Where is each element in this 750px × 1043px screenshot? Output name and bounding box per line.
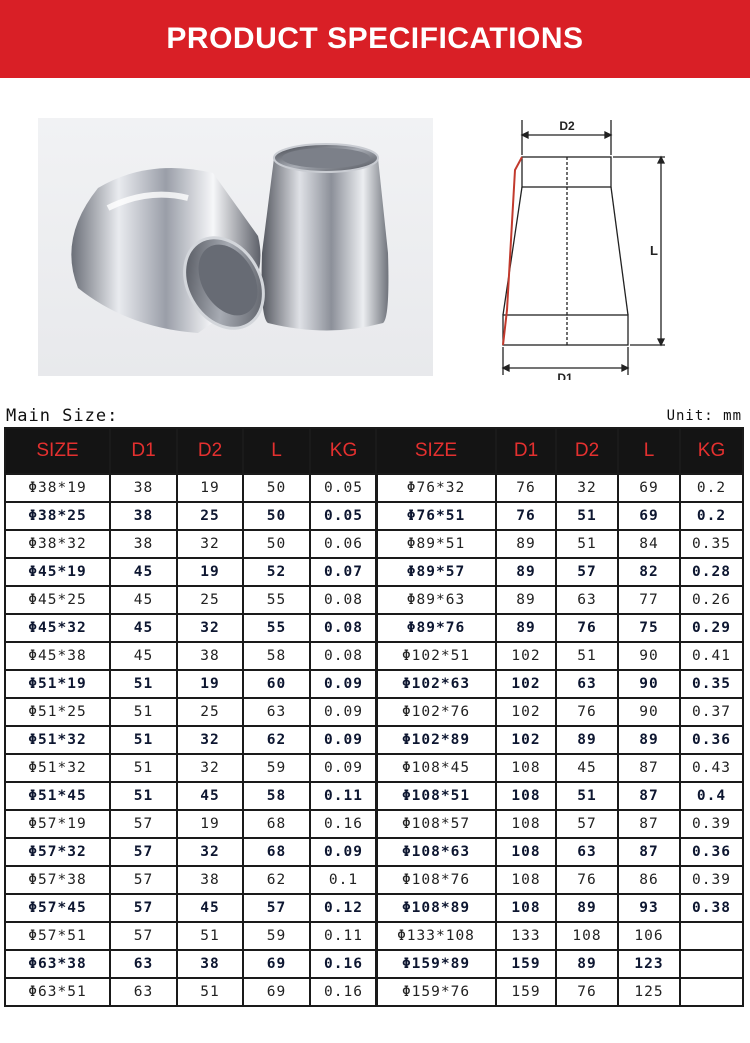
size-cell: Φ51*45: [5, 782, 110, 810]
d2-cell: 89: [556, 894, 618, 922]
d2-cell: 63: [556, 586, 618, 614]
d1-cell: 76: [496, 474, 556, 502]
d2-cell: 25: [177, 698, 243, 726]
d2-cell: 89: [556, 726, 618, 754]
l-cell: 50: [243, 502, 310, 530]
size-cell: Φ38*25: [5, 502, 110, 530]
table-header-row: [5, 428, 377, 474]
size-cell: Φ51*19: [5, 670, 110, 698]
d1-cell: 51: [110, 698, 177, 726]
d1-cell: 57: [110, 838, 177, 866]
d1-cell: 102: [496, 670, 556, 698]
l-cell: 87: [618, 754, 680, 782]
kg-cell: 0.09: [310, 670, 377, 698]
table-row: [5, 474, 377, 502]
size-cell: Φ102*89: [376, 726, 496, 754]
d1-cell: 108: [496, 810, 556, 838]
d2-cell: 38: [177, 866, 243, 894]
d1-cell: 76: [496, 502, 556, 530]
l-cell: 52: [243, 558, 310, 586]
d1-cell: 57: [110, 866, 177, 894]
d1-cell: 57: [110, 810, 177, 838]
size-cell: Φ57*45: [5, 894, 110, 922]
table-row: [5, 922, 377, 950]
table-row: [5, 754, 377, 782]
l-cell: 75: [618, 614, 680, 642]
size-cell: Φ45*25: [5, 586, 110, 614]
kg-cell: 0.05: [310, 502, 377, 530]
size-cell: Φ38*32: [5, 530, 110, 558]
kg-cell: 0.16: [310, 810, 377, 838]
table-row: [376, 502, 743, 530]
kg-cell: 0.28: [680, 558, 743, 586]
d2-cell: 76: [556, 866, 618, 894]
d2-cell: 19: [177, 558, 243, 586]
l-cell: 106: [618, 922, 680, 950]
d2-cell: 51: [556, 530, 618, 558]
size-cell: Φ51*32: [5, 726, 110, 754]
header-size: SIZE: [376, 428, 496, 474]
size-cell: Φ45*32: [5, 614, 110, 642]
l-cell: 63: [243, 698, 310, 726]
l-cell: 123: [618, 950, 680, 978]
size-cell: Φ108*89: [376, 894, 496, 922]
d1-cell: 63: [110, 978, 177, 1006]
kg-cell: 0.2: [680, 474, 743, 502]
l-cell: 59: [243, 922, 310, 950]
table-row: [376, 698, 743, 726]
d1-cell: 102: [496, 642, 556, 670]
d1-cell: 51: [110, 782, 177, 810]
d2-cell: 57: [556, 558, 618, 586]
d1-cell: 51: [110, 670, 177, 698]
l-cell: 93: [618, 894, 680, 922]
kg-cell: 0.39: [680, 810, 743, 838]
kg-cell: 0.09: [310, 754, 377, 782]
l-cell: 68: [243, 810, 310, 838]
size-cell: Φ133*108: [376, 922, 496, 950]
d2-cell: 76: [556, 978, 618, 1006]
l-cell: 87: [618, 810, 680, 838]
d1-cell: 133: [496, 922, 556, 950]
kg-cell: 0.29: [680, 614, 743, 642]
kg-cell: [680, 922, 743, 950]
size-cell: Φ102*51: [376, 642, 496, 670]
d2-cell: 19: [177, 670, 243, 698]
d1-cell: 38: [110, 502, 177, 530]
d1-cell: 57: [110, 922, 177, 950]
d1-cell: 102: [496, 698, 556, 726]
d2-cell: 63: [556, 670, 618, 698]
table-row: [5, 586, 377, 614]
l-cell: 50: [243, 530, 310, 558]
l-cell: 55: [243, 586, 310, 614]
l-cell: 59: [243, 754, 310, 782]
d2-cell: 108: [556, 922, 618, 950]
d2-cell: 25: [177, 502, 243, 530]
size-cell: Φ45*19: [5, 558, 110, 586]
d1-cell: 45: [110, 614, 177, 642]
d2-cell: 38: [177, 642, 243, 670]
spec-table-left: [4, 427, 378, 1007]
kg-cell: 0.08: [310, 642, 377, 670]
size-cell: Φ89*57: [376, 558, 496, 586]
size-cell: Φ63*38: [5, 950, 110, 978]
header-d1: D1: [110, 428, 177, 474]
l-cell: 58: [243, 642, 310, 670]
l-cell: 82: [618, 558, 680, 586]
table-row: [5, 558, 377, 586]
size-cell: Φ57*38: [5, 866, 110, 894]
d1-cell: 89: [496, 586, 556, 614]
table-row: [5, 950, 377, 978]
table-row: [376, 642, 743, 670]
d1-cell: 38: [110, 530, 177, 558]
l-cell: 55: [243, 614, 310, 642]
size-cell: Φ108*51: [376, 782, 496, 810]
d1-cell: 45: [110, 642, 177, 670]
kg-cell: 0.41: [680, 642, 743, 670]
d2-cell: 89: [556, 950, 618, 978]
d2-cell: 32: [177, 614, 243, 642]
d2-cell: 32: [556, 474, 618, 502]
l-cell: 90: [618, 698, 680, 726]
d2-cell: 51: [556, 782, 618, 810]
table-row: [5, 782, 377, 810]
kg-cell: 0.36: [680, 838, 743, 866]
l-cell: 62: [243, 866, 310, 894]
table-row: [5, 894, 377, 922]
d2-cell: 51: [556, 642, 618, 670]
l-cell: 57: [243, 894, 310, 922]
d2-cell: 38: [177, 950, 243, 978]
table-row: [376, 586, 743, 614]
size-cell: Φ57*19: [5, 810, 110, 838]
size-cell: Φ89*51: [376, 530, 496, 558]
kg-cell: 0.08: [310, 586, 377, 614]
product-photo: [38, 118, 433, 376]
table-row: [376, 614, 743, 642]
size-cell: Φ108*76: [376, 866, 496, 894]
header-l: L: [618, 428, 680, 474]
size-cell: Φ108*45: [376, 754, 496, 782]
reducer-dimension-diagram: [485, 110, 715, 380]
l-cell: 69: [618, 474, 680, 502]
dimension-drawing: [485, 110, 715, 380]
d2-cell: 51: [177, 922, 243, 950]
table-row: [376, 726, 743, 754]
table-row: [376, 838, 743, 866]
l-cell: 69: [243, 978, 310, 1006]
d1-cell: 51: [110, 726, 177, 754]
table-row: [376, 810, 743, 838]
size-cell: Φ108*57: [376, 810, 496, 838]
kg-cell: 0.06: [310, 530, 377, 558]
kg-cell: 0.35: [680, 670, 743, 698]
d2-cell: 51: [556, 502, 618, 530]
d2-cell: 32: [177, 726, 243, 754]
length-label: L: [650, 243, 658, 258]
kg-cell: 0.37: [680, 698, 743, 726]
table-row: [376, 978, 743, 1006]
d1-cell: 108: [496, 838, 556, 866]
l-cell: 50: [243, 474, 310, 502]
size-cell: Φ159*89: [376, 950, 496, 978]
kg-cell: 0.26: [680, 586, 743, 614]
d1-cell: 45: [110, 558, 177, 586]
d2-cell: 25: [177, 586, 243, 614]
size-cell: Φ159*76: [376, 978, 496, 1006]
d1-label: D1: [557, 371, 573, 380]
d2-cell: 63: [556, 838, 618, 866]
table-row: [376, 558, 743, 586]
l-cell: 77: [618, 586, 680, 614]
l-cell: 69: [618, 502, 680, 530]
l-cell: 84: [618, 530, 680, 558]
header-d2: D2: [177, 428, 243, 474]
d1-cell: 102: [496, 726, 556, 754]
d2-cell: 32: [177, 838, 243, 866]
l-cell: 62: [243, 726, 310, 754]
table-row: [5, 726, 377, 754]
kg-cell: 0.43: [680, 754, 743, 782]
table-row: [5, 530, 377, 558]
l-cell: 125: [618, 978, 680, 1006]
size-cell: Φ57*32: [5, 838, 110, 866]
table-row: [376, 670, 743, 698]
kg-cell: 0.36: [680, 726, 743, 754]
d2-cell: 45: [177, 782, 243, 810]
size-cell: Φ102*63: [376, 670, 496, 698]
kg-cell: 0.35: [680, 530, 743, 558]
l-cell: 90: [618, 670, 680, 698]
kg-cell: 0.05: [310, 474, 377, 502]
size-cell: Φ76*32: [376, 474, 496, 502]
d1-cell: 51: [110, 754, 177, 782]
title-banner: [0, 0, 750, 78]
d2-cell: 32: [177, 530, 243, 558]
reducer-photo-icon: [38, 118, 433, 376]
d1-cell: 108: [496, 782, 556, 810]
table-row: [376, 950, 743, 978]
table-row: [376, 894, 743, 922]
kg-cell: 0.08: [310, 614, 377, 642]
table-row: [376, 866, 743, 894]
header-kg: KG: [310, 428, 377, 474]
d1-cell: 108: [496, 866, 556, 894]
table-row: [376, 754, 743, 782]
banner-title: PRODUCT SPECIFICATIONS: [166, 22, 584, 55]
d1-cell: 38: [110, 474, 177, 502]
table-row: [5, 838, 377, 866]
kg-cell: 0.4: [680, 782, 743, 810]
l-cell: 58: [243, 782, 310, 810]
d1-cell: 159: [496, 950, 556, 978]
l-cell: 68: [243, 838, 310, 866]
l-cell: 90: [618, 642, 680, 670]
size-cell: Φ108*63: [376, 838, 496, 866]
kg-cell: [680, 978, 743, 1006]
size-cell: Φ38*19: [5, 474, 110, 502]
kg-cell: 0.16: [310, 978, 377, 1006]
table-row: [5, 614, 377, 642]
d2-label: D2: [559, 119, 575, 133]
size-cell: Φ57*51: [5, 922, 110, 950]
d1-cell: 108: [496, 754, 556, 782]
l-cell: 87: [618, 782, 680, 810]
d1-cell: 89: [496, 614, 556, 642]
unit-label: Unit: mm: [666, 408, 742, 424]
spec-table-right: [375, 427, 744, 1007]
d2-cell: 19: [177, 474, 243, 502]
kg-cell: 0.11: [310, 782, 377, 810]
table-row: [5, 978, 377, 1006]
table-row: [5, 866, 377, 894]
kg-cell: 0.39: [680, 866, 743, 894]
d1-cell: 45: [110, 586, 177, 614]
size-cell: Φ102*76: [376, 698, 496, 726]
kg-cell: 0.16: [310, 950, 377, 978]
d2-cell: 45: [177, 894, 243, 922]
main-size-label: Main Size:: [6, 406, 119, 426]
l-cell: 89: [618, 726, 680, 754]
size-cell: Φ51*25: [5, 698, 110, 726]
table-row: [5, 642, 377, 670]
kg-cell: 0.09: [310, 698, 377, 726]
table-header-row: [376, 428, 743, 474]
table-row: [5, 698, 377, 726]
kg-cell: 0.2: [680, 502, 743, 530]
d2-cell: 51: [177, 978, 243, 1006]
l-cell: 87: [618, 838, 680, 866]
kg-cell: [680, 950, 743, 978]
kg-cell: 0.12: [310, 894, 377, 922]
kg-cell: 0.07: [310, 558, 377, 586]
header-d1: D1: [496, 428, 556, 474]
size-cell: Φ89*76: [376, 614, 496, 642]
d2-cell: 76: [556, 698, 618, 726]
kg-cell: 0.1: [310, 866, 377, 894]
d1-cell: 89: [496, 530, 556, 558]
header-size: SIZE: [5, 428, 110, 474]
size-cell: Φ51*32: [5, 754, 110, 782]
kg-cell: 0.11: [310, 922, 377, 950]
l-cell: 86: [618, 866, 680, 894]
kg-cell: 0.38: [680, 894, 743, 922]
table-row: [376, 922, 743, 950]
header-kg: KG: [680, 428, 743, 474]
table-row: [5, 502, 377, 530]
size-cell: Φ45*38: [5, 642, 110, 670]
table-row: [5, 670, 377, 698]
table-row: [5, 810, 377, 838]
d1-cell: 89: [496, 558, 556, 586]
header-d2: D2: [556, 428, 618, 474]
d2-cell: 45: [556, 754, 618, 782]
kg-cell: 0.09: [310, 838, 377, 866]
d1-cell: 108: [496, 894, 556, 922]
table-row: [376, 474, 743, 502]
d2-cell: 32: [177, 754, 243, 782]
d2-cell: 19: [177, 810, 243, 838]
table-row: [376, 530, 743, 558]
d1-cell: 159: [496, 978, 556, 1006]
header-l: L: [243, 428, 310, 474]
l-cell: 69: [243, 950, 310, 978]
size-cell: Φ63*51: [5, 978, 110, 1006]
size-cell: Φ76*51: [376, 502, 496, 530]
size-cell: Φ89*63: [376, 586, 496, 614]
d1-cell: 57: [110, 894, 177, 922]
d2-cell: 76: [556, 614, 618, 642]
d2-cell: 57: [556, 810, 618, 838]
table-row: [376, 782, 743, 810]
l-cell: 60: [243, 670, 310, 698]
kg-cell: 0.09: [310, 726, 377, 754]
d1-cell: 63: [110, 950, 177, 978]
